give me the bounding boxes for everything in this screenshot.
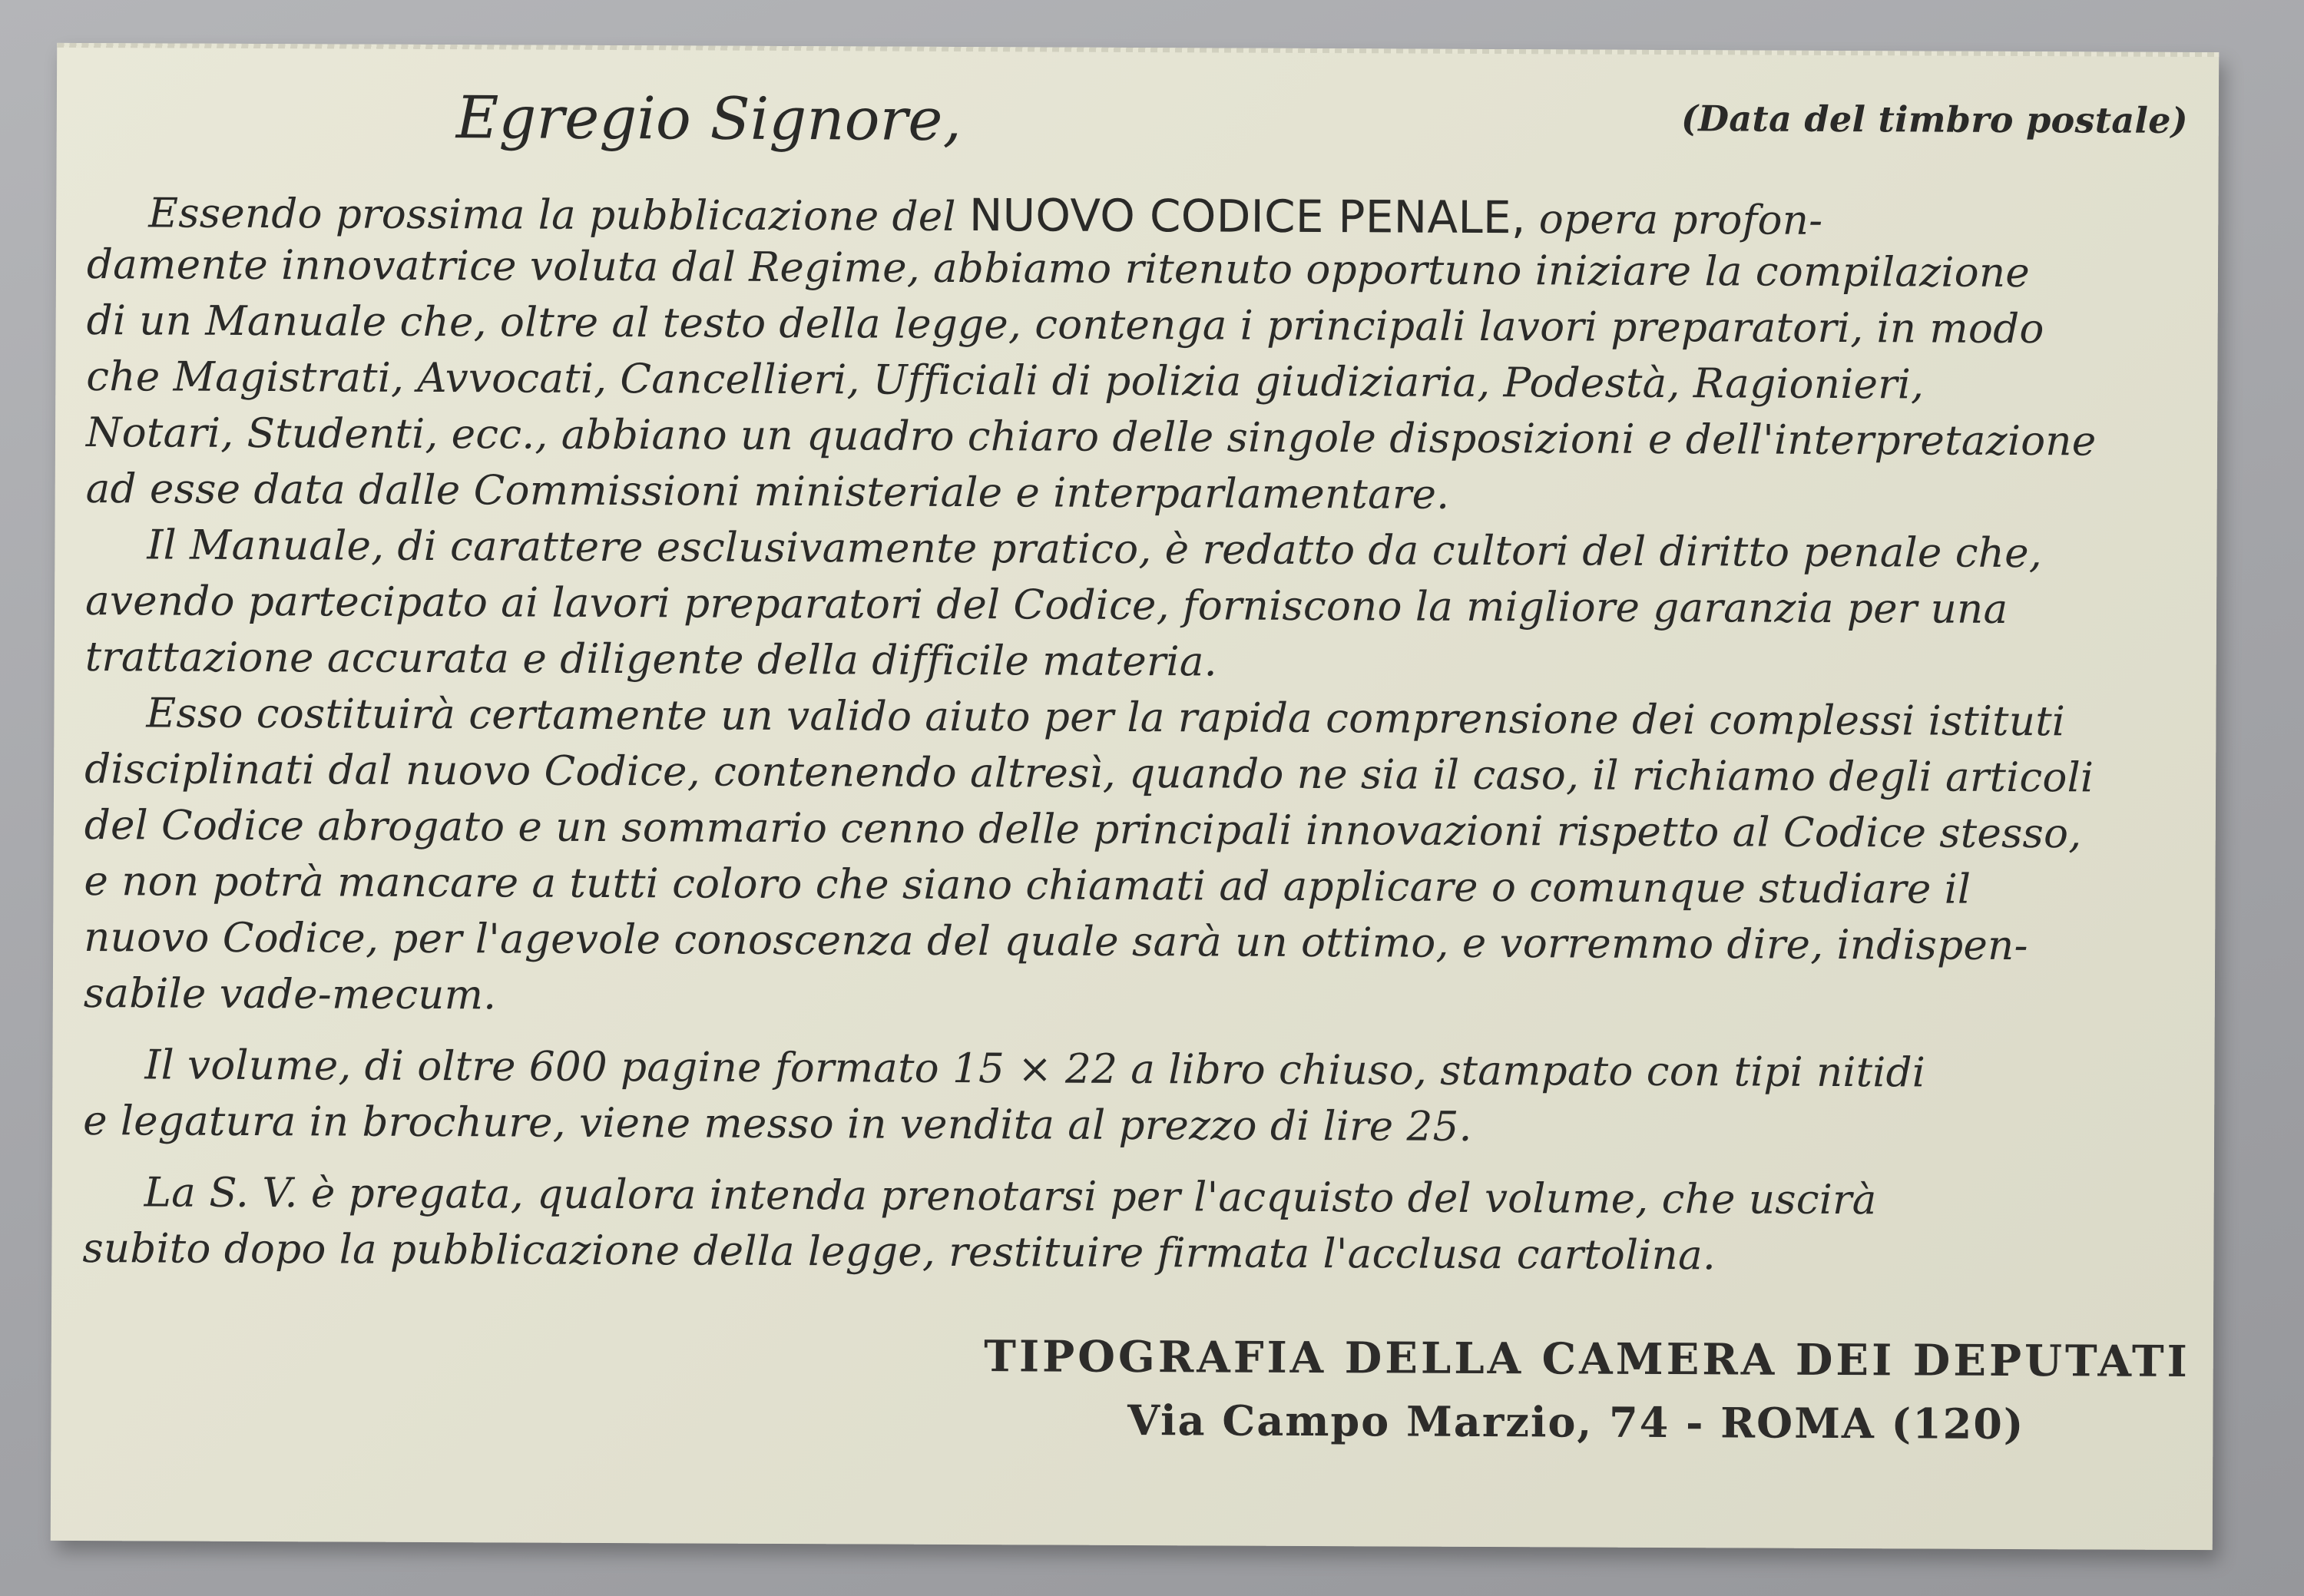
body-line: Essendo prossima la pubblicazione del NUOVO CODICE PENALE, opera profon- [148,189,1823,244]
body-line: del Codice abrogato e un sommario cenno delle principali innovazioni rispetto al Codice stesso, [84,802,2082,858]
body-line: disciplinati dal nuovo Codice, contenendo altresì, quando ne sia il caso, il richiamo degli articoli [84,746,2094,802]
body-line: sabile vade-mecum. [83,970,497,1019]
publisher-name: TIPOGRAFIA DELLA CAMERA DEI DEPUTATI [984,1331,2190,1388]
printed-card [51,43,2219,1550]
body-line: La S. V. è pregata, qualora intenda prenotarsi per l'acquisto del volume, che uscirà [144,1169,1877,1224]
body-line: di un Manuale che, oltre al testo della legge, contenga i principali lavori preparatori, in modo [86,297,2044,353]
body-line: avendo partecipato ai lavori preparatori del Codice, forniscono la migliore garanzia per una [84,578,2008,633]
body-line: nuovo Codice, per l'agevole conoscenza del quale sarà un ottimo, e vorremmo dire, indispen- [84,914,2028,970]
date-note: (Data del timbro postale) [1680,98,2188,141]
body-line: Il Manuale, di carattere esclusivamente pratico, è redatto da cultori del diritto penale che, [147,522,2043,578]
body-line: Notari, Studenti, ecc., abbiano un quadro chiaro delle singole disposizioni e dell'interpretazione [85,409,2097,465]
body-line: che Magistrati, Avvocati, Cancellieri, Ufficiali di polizia giudiziaria, Podestà, Ragionieri, [86,353,1925,409]
body-line: damente innovatrice voluta dal Regime, abbiamo ritenuto opportuno iniziare la compilazione [86,241,2031,297]
body-line: e legatura in brochure, viene messo in vendita al prezzo di lire 25. [83,1098,1472,1151]
body-line: ad esse data dalle Commissioni ministeriale e interparlamentare. [85,465,1450,518]
code-title: NUOVO CODICE PENALE, [968,189,1526,244]
body-line: e non potrà mancare a tutti coloro che siano chiamati ad applicare o comunque studiare il [84,858,1971,913]
body-line: Il volume, di oltre 600 pagine formato 15 × 22 a libro chiuso, stampato con tipi nitidi [144,1041,1926,1097]
body-line: Esso costituirà certamente un valido aiuto per la rapida comprensione dei complessi istituti [146,690,2066,746]
publisher-address: Via Campo Marzio, 74 - ROMA (120) [1127,1395,2025,1449]
body-line: subito dopo la pubblicazione della legge, restituire firmata l'acclusa cartolina. [82,1225,1716,1280]
body-line: trattazione accurata e diligente della difficile materia. [84,634,1218,686]
salutation: Egregio Signore, [455,83,962,154]
